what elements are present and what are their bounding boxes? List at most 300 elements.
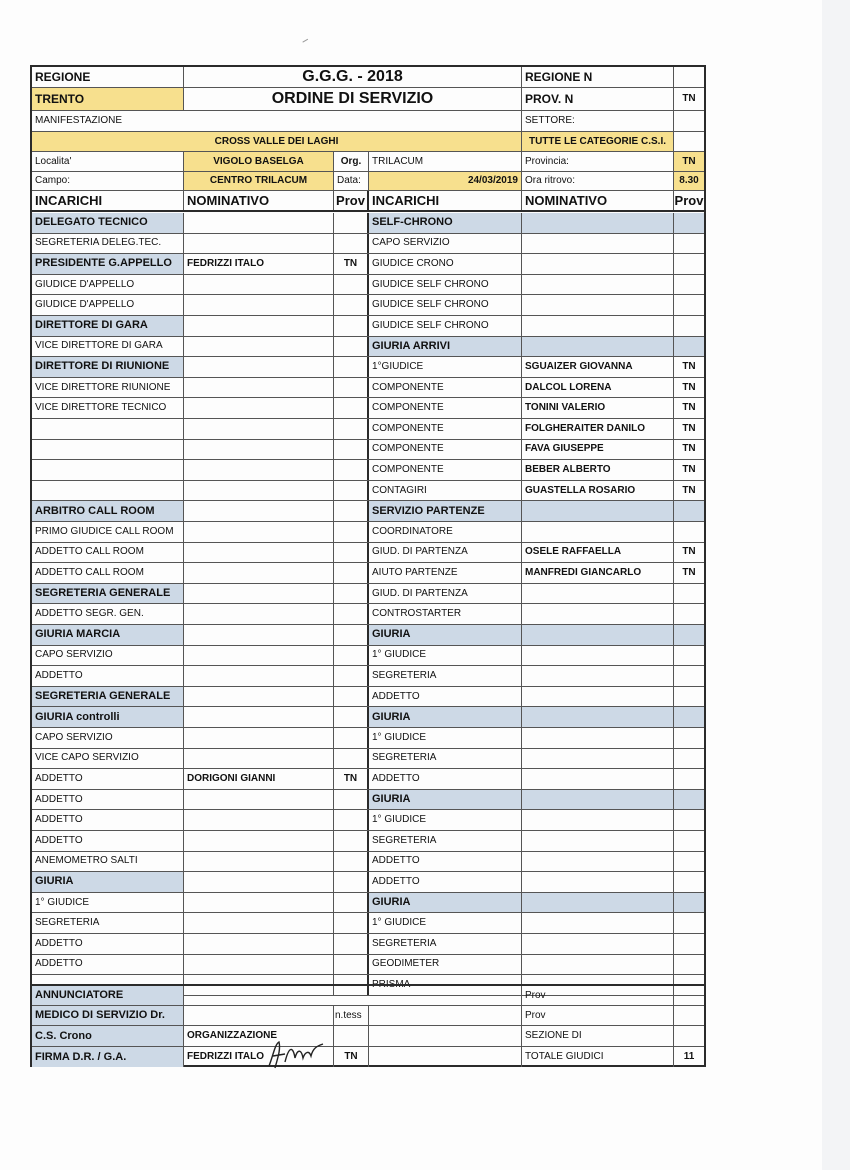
incarico-left: VICE DIRETTORE TECNICO [32,398,184,418]
categorie-value[interactable]: TUTTE LE CATEGORIE C.S.I. [522,132,674,151]
table-row [32,337,704,358]
prov-left[interactable] [334,646,369,666]
ora-ritrovo-value[interactable]: 8.30 [674,172,704,190]
nominativo-right[interactable] [522,955,674,975]
prov-left[interactable] [334,481,369,501]
column-header-row [32,191,704,212]
prov-left[interactable] [334,790,369,810]
incarico-left: ADDETTO SEGR. GEN. [32,604,184,624]
table-row [32,872,704,893]
table-row [32,501,704,522]
prov-left[interactable] [334,584,369,604]
regione-label: REGIONE [32,67,184,87]
incarico-left: CAPO SERVIZIO [32,646,184,666]
prov-right[interactable] [674,872,704,892]
nominativo-right[interactable] [522,852,674,872]
ntess-label: n.tess [334,1006,369,1025]
prov-left[interactable] [334,934,369,954]
prov-left[interactable] [334,852,369,872]
incarico-right: GIUD. DI PARTENZA [369,584,522,604]
totale-giudici-value[interactable]: 11 [683,1051,695,1062]
nominativo-right[interactable] [522,254,674,274]
incarico-left [32,440,184,460]
prov-left[interactable] [334,749,369,769]
prov-right[interactable] [674,666,704,686]
nominativo-right[interactable]: DALCOL LORENA [522,378,674,398]
prov-right[interactable]: TN [682,546,696,558]
org-label: Org. [334,152,369,171]
table-row [32,357,704,378]
nominativo-right[interactable]: MANFREDI GIANCARLO [522,563,674,583]
prov-right[interactable] [674,254,704,274]
nominativo-left[interactable] [184,934,334,954]
prov-left[interactable] [334,522,369,542]
nominativo-right[interactable] [522,337,674,357]
incarico-right: GIURIA [369,790,522,810]
manifestazione-label: MANIFESTAZIONE [32,111,522,131]
nominativo-right[interactable] [522,275,674,295]
incarico-right: GIURIA [369,707,522,727]
table-row [32,934,704,955]
incarico-right: GIUDICE SELF CHRONO [369,275,522,295]
nominativo-left[interactable] [184,831,334,851]
prov-right[interactable] [674,501,704,521]
prov-right[interactable]: TN [682,360,696,372]
prov-left[interactable] [334,460,369,480]
header-row-regione [32,67,704,88]
table-row [32,213,704,234]
prov-left[interactable]: TN [334,254,369,274]
prov-left[interactable] [334,234,369,254]
nominativo-right[interactable] [522,604,674,624]
nominativo-right[interactable] [522,707,674,727]
medico-prov-label: Prov [522,1006,674,1025]
table-row [32,254,704,275]
nominativo-left[interactable] [184,440,334,460]
incarico-left: 1° GIUDICE [32,893,184,913]
table-row [32,666,704,687]
table-row [32,769,704,790]
table-row [32,749,704,770]
incarico-right: ADDETTO [369,852,522,872]
incarico-right: CONTAGIRI [369,481,522,501]
incarico-right: SERVIZIO PARTENZE [369,501,522,521]
cs-crono-row [32,1026,704,1047]
incarico-left: ADDETTO CALL ROOM [32,543,184,563]
nominativo-left[interactable] [184,955,334,975]
nominativo-right[interactable] [522,810,674,830]
incarico-right: 1° GIUDICE [369,913,522,933]
prov-right[interactable] [674,852,704,872]
nominativo-left[interactable] [184,749,334,769]
manifestazione-value[interactable]: CROSS VALLE DEI LAGHI [32,132,522,151]
provincia-label: Provincia: [522,152,674,171]
nominativo-left[interactable] [184,563,334,583]
nominativo-left[interactable] [184,852,334,872]
nominativo-right[interactable]: FAVA GIUSEPPE [522,440,674,460]
campo-row [32,172,704,191]
nominativo-right[interactable]: TONINI VALERIO [522,398,674,418]
nominativo-right[interactable] [522,728,674,748]
localita-value[interactable]: VIGOLO BASELGA [184,152,334,171]
nominativo-right[interactable] [522,666,674,686]
prov-left[interactable] [334,357,369,377]
nominativo-left[interactable] [184,872,334,892]
incarico-right: GIUDICE SELF CHRONO [369,316,522,336]
table-row [32,316,704,337]
nominativo-left[interactable] [184,481,334,501]
incarico-right: GIUDICE CRONO [369,254,522,274]
cs-crono-label: C.S. Crono [32,1026,184,1046]
prov-left[interactable] [334,398,369,418]
categorie-extra[interactable] [674,132,704,151]
firma-extra[interactable] [369,1047,522,1067]
nominativo-left[interactable] [184,893,334,913]
incarico-left: GIURIA MARCIA [32,625,184,645]
nominativo-right[interactable] [522,913,674,933]
incarico-right: CAPO SERVIZIO [369,234,522,254]
nominativo-right[interactable] [522,893,674,913]
nominativo-left[interactable] [184,316,334,336]
nominativo-right[interactable]: OSELE RAFFAELLA [522,543,674,563]
prov-right[interactable] [674,955,704,975]
totale-giudici-label: TOTALE GIUDICI [522,1047,674,1067]
nominativo-right[interactable] [522,584,674,604]
prov-right[interactable] [674,337,704,357]
medico-name[interactable] [184,1006,334,1025]
incarico-left: VICE DIRETTORE DI GARA [32,337,184,357]
prov-right[interactable] [674,213,704,233]
settore-value[interactable] [674,111,704,131]
prov-left[interactable] [334,440,369,460]
table-row [32,460,704,481]
table-row [32,810,704,831]
nominativo-right[interactable] [522,934,674,954]
nominativo-right[interactable] [522,625,674,645]
nominativo-left[interactable] [184,234,334,254]
form-title: G.G.G. - 2018 [184,67,522,87]
table-row [32,893,704,914]
table-row [32,831,704,852]
prov-left[interactable] [334,625,369,645]
prov-right[interactable] [674,316,704,336]
nominativo-left[interactable] [184,522,334,542]
col-prov-right: Prov [674,193,704,208]
incarico-right: SELF-CHRONO [369,213,522,233]
prov-right[interactable] [674,749,704,769]
prov-right[interactable] [674,810,704,830]
nominativo-left[interactable] [184,543,334,563]
nominativo-left[interactable] [184,398,334,418]
incarico-left: ADDETTO [32,831,184,851]
trento-label: TRENTO [32,88,184,110]
annunciatore-row [32,984,704,1006]
table-row [32,234,704,255]
prov-right[interactable]: TN [682,402,696,414]
nominativo-right[interactable] [522,872,674,892]
nominativo-left[interactable] [184,295,334,315]
incarico-right: GIURIA ARRIVI [369,337,522,357]
incarico-left: ADDETTO [32,666,184,686]
header-row-trento [32,88,704,111]
table-row [32,625,704,646]
incarico-right: ADDETTO [369,872,522,892]
handwritten-signature [265,1036,327,1072]
incarico-right: COMPONENTE [369,460,522,480]
cs-crono-prov[interactable] [334,1026,369,1046]
table-row [32,913,704,934]
prov-right[interactable] [674,934,704,954]
incarico-right: COORDINATORE [369,522,522,542]
table-row [32,955,704,976]
annunciatore-name[interactable] [184,986,522,1005]
incarico-left: PRIMO GIUDICE CALL ROOM [32,522,184,542]
nominativo-left[interactable]: DORIGONI GIANNI [184,769,334,789]
prov-left[interactable] [334,707,369,727]
prov-right[interactable]: TN [682,484,696,496]
incarico-right: GIUD. DI PARTENZA [369,543,522,563]
medico-row [32,1006,704,1026]
cs-crono-extra[interactable] [369,1026,522,1046]
localita-label: Localita' [32,152,184,171]
prov-right[interactable]: TN [682,463,696,475]
nominativo-right[interactable]: BEBER ALBERTO [522,460,674,480]
localita-row [32,152,704,172]
nominativo-left[interactable] [184,646,334,666]
ordine-di-servizio-form [30,65,706,1067]
prov-right[interactable] [674,913,704,933]
incarico-left: GIURIA [32,872,184,892]
nominativo-left[interactable]: FEDRIZZI ITALO [184,254,334,274]
incarico-right: COMPONENTE [369,378,522,398]
nominativo-left[interactable] [184,275,334,295]
prov-left[interactable] [334,378,369,398]
incarico-right: 1°GIUDICE [369,357,522,377]
incarico-right: GIUDICE SELF CHRONO [369,295,522,315]
table-row [32,398,704,419]
prov-left[interactable]: TN [334,769,369,789]
nominativo-left[interactable] [184,337,334,357]
provincia-value[interactable]: TN [674,152,704,171]
incarico-right: PRISMA [369,975,522,995]
table-row [32,543,704,564]
prov-right[interactable] [674,275,704,295]
nominativo-right[interactable] [522,316,674,336]
nominativo-right[interactable] [522,646,674,666]
table-row [32,419,704,440]
annunciatore-prov[interactable] [674,986,704,1005]
incarico-left [32,419,184,439]
sezione-label: SEZIONE DI [522,1026,674,1046]
incarico-left: GIUDICE D'APPELLO [32,295,184,315]
table-row [32,852,704,873]
nominativo-left[interactable] [184,707,334,727]
table-row [32,604,704,625]
incarico-left: ARBITRO CALL ROOM [32,501,184,521]
nominativo-right[interactable]: SGUAIZER GIOVANNA [522,357,674,377]
incarico-left: ADDETTO [32,810,184,830]
nominativo-left[interactable] [184,501,334,521]
prov-right[interactable]: TN [682,566,696,578]
nominativo-left[interactable] [184,625,334,645]
org-value[interactable]: TRILACUM [369,152,522,171]
prov-right[interactable] [674,893,704,913]
incarico-right: SEGRETERIA [369,749,522,769]
table-row [32,481,704,502]
incarico-left: ADDETTO [32,790,184,810]
prov-right[interactable] [674,790,704,810]
incarico-right: GEODIMETER [369,955,522,975]
table-row [32,707,704,728]
medico-prov[interactable] [674,1006,704,1025]
annunciatore-prov-label: Prov [522,986,674,1005]
nominativo-left[interactable] [184,419,334,439]
prov-left[interactable] [334,316,369,336]
data-label: Data: [334,172,369,190]
prov-right[interactable]: TN [682,422,696,434]
prov-right[interactable] [674,707,704,727]
nominativo-right[interactable]: GUASTELLA ROSARIO [522,481,674,501]
incarico-left: GIURIA controlli [32,707,184,727]
incarico-left: PRESIDENTE G.APPELLO [32,254,184,274]
firma-label: FIRMA D.R. / G.A. [32,1047,184,1067]
prov-right[interactable] [674,234,704,254]
nominativo-right[interactable] [522,522,674,542]
table-row [32,378,704,399]
prov-left[interactable] [334,295,369,315]
incarico-right: 1° GIUDICE [369,728,522,748]
nominativo-right[interactable] [522,687,674,707]
col-prov-left: Prov [334,191,369,210]
prov-right[interactable] [674,646,704,666]
prov-right[interactable]: TN [682,443,696,455]
incarico-right: COMPONENTE [369,440,522,460]
organizzazione-label: ORGANIZZAZIONE [184,1026,334,1046]
prov-left[interactable] [334,501,369,521]
nominativo-left[interactable] [184,378,334,398]
table-row [32,440,704,461]
prov-right[interactable] [674,831,704,851]
nominativo-left[interactable] [184,913,334,933]
prov-right[interactable] [674,604,704,624]
regione-n-value[interactable] [674,67,704,87]
prov-right[interactable] [674,687,704,707]
event-row [32,132,704,152]
prov-left[interactable] [334,955,369,975]
incarico-right: 1° GIUDICE [369,810,522,830]
incarico-left: DELEGATO TECNICO [32,213,184,233]
prov-right[interactable] [674,584,704,604]
nominativo-right[interactable] [522,831,674,851]
prov-left[interactable] [334,687,369,707]
nominativo-left[interactable] [184,213,334,233]
campo-value[interactable]: CENTRO TRILACUM [184,172,334,190]
incarico-right: AIUTO PARTENZE [369,563,522,583]
firma-prov[interactable]: TN [334,1047,369,1067]
prov-left[interactable] [334,275,369,295]
prov-left[interactable] [334,563,369,583]
prov-right[interactable] [674,295,704,315]
incarico-right: SEGRETERIA [369,934,522,954]
incarico-right: COMPONENTE [369,398,522,418]
data-value[interactable]: 24/03/2019 [369,172,522,190]
nominativo-right[interactable] [522,749,674,769]
prov-n-label: PROV. N [522,88,674,110]
ntess-value[interactable] [369,1006,522,1025]
incarico-left: ADDETTO [32,934,184,954]
nominativo-left[interactable] [184,790,334,810]
ora-ritrovo-label: Ora ritrovo: [522,172,674,190]
medico-label: MEDICO DI SERVIZIO Dr. [32,1006,184,1025]
firma-nome[interactable]: FEDRIZZI ITALO [184,1047,334,1067]
prov-left[interactable] [334,543,369,563]
nominativo-left[interactable] [184,460,334,480]
col-incarichi-left: INCARICHI [32,191,184,210]
nominativo-left[interactable] [184,728,334,748]
prov-left[interactable] [334,893,369,913]
incarico-right: 1° GIUDICE [369,646,522,666]
prov-left[interactable] [334,337,369,357]
prov-left[interactable] [334,666,369,686]
regione-n-label: REGIONE N [522,67,674,87]
table-row [32,790,704,811]
nominativo-left[interactable] [184,584,334,604]
nominativo-right[interactable] [522,213,674,233]
prov-left[interactable] [334,728,369,748]
incarico-left: SEGRETERIA DELEG.TEC. [32,234,184,254]
col-nominativo-left: NOMINATIVO [184,191,334,210]
nominativo-left[interactable] [184,810,334,830]
nominativo-right[interactable] [522,790,674,810]
nominativo-right[interactable]: FOLGHERAITER DANILO [522,419,674,439]
prov-left[interactable] [334,872,369,892]
form-subtitle: ORDINE DI SERVIZIO [184,88,522,110]
nominativo-left[interactable] [184,604,334,624]
settore-label: SETTORE: [522,111,674,131]
prov-left[interactable] [334,831,369,851]
table-row [32,728,704,749]
prov-left[interactable] [334,913,369,933]
sezione-value[interactable] [674,1026,704,1046]
incarico-left: VICE DIRETTORE RIUNIONE [32,378,184,398]
nominativo-left[interactable] [184,666,334,686]
incarico-left: ADDETTO CALL ROOM [32,563,184,583]
prov-left[interactable] [334,810,369,830]
nominativo-right[interactable] [522,234,674,254]
nominativo-left[interactable] [184,357,334,377]
prov-right[interactable] [674,728,704,748]
table-row [32,646,704,667]
table-row [32,295,704,316]
prov-left[interactable] [334,213,369,233]
incarico-left: ANEMOMETRO SALTI [32,852,184,872]
prov-left[interactable] [334,419,369,439]
incarico-left: VICE CAPO SERVIZIO [32,749,184,769]
prov-right[interactable] [674,625,704,645]
incarico-left [32,481,184,501]
nominativo-right[interactable] [522,769,674,789]
nominativo-left[interactable] [184,687,334,707]
prov-right[interactable] [674,769,704,789]
table-row [32,275,704,296]
nominativo-right[interactable] [522,501,674,521]
prov-right[interactable] [674,522,704,542]
prov-right[interactable]: TN [682,381,696,393]
nominativo-right[interactable] [522,295,674,315]
prov-n-value[interactable]: TN [682,93,696,104]
incarico-right: SEGRETERIA [369,666,522,686]
prov-left[interactable] [334,604,369,624]
